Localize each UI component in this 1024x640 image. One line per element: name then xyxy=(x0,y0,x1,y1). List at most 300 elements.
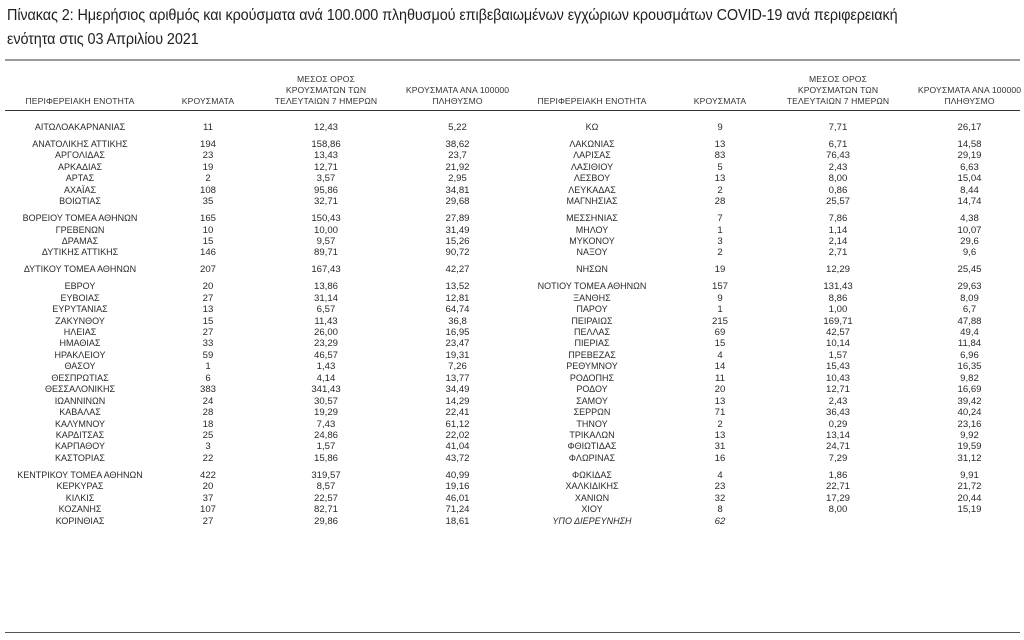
region-cell: ΝΗΣΩΝ xyxy=(576,264,608,275)
per100k-cell: 14,58 xyxy=(957,138,982,150)
avg7-cell: 1,43 xyxy=(316,361,336,373)
avg7-cell: 11,43 xyxy=(314,315,338,327)
avg7-cell: 13,43 xyxy=(313,150,338,162)
cases-cell: 20 xyxy=(714,384,726,396)
cases-cell: 8 xyxy=(717,504,723,516)
cases-cell: 13 xyxy=(714,138,726,150)
per100k-cell: 36,8 xyxy=(448,315,467,327)
region-cell: ΗΡΑΚΛΕΙΟΥ xyxy=(54,349,106,360)
table-row xyxy=(0,481,512,492)
cases-cell: 2 xyxy=(205,173,211,185)
table-row xyxy=(0,281,512,292)
avg7-cell: 0,29 xyxy=(828,418,848,430)
region-cell: ΔΥΤΙΚΗΣ ΑΤΤΙΚΗΣ xyxy=(41,247,119,258)
per100k-cell: 14,29 xyxy=(445,395,470,407)
avg7-cell: 22,57 xyxy=(313,492,338,504)
bottom-rule xyxy=(5,632,1020,633)
cases-cell: 11 xyxy=(715,372,725,384)
avg7-cell: 7,43 xyxy=(316,418,336,430)
avg7-cell: 131,43 xyxy=(823,281,853,293)
table-rows-right xyxy=(512,122,1024,527)
region-cell: ΦΩΚΙΔΑΣ xyxy=(572,469,612,480)
avg7-cell: 95,86 xyxy=(313,184,338,196)
avg7-cell: 0,86 xyxy=(828,184,848,196)
avg7-cell: 19,29 xyxy=(313,407,338,419)
avg7-cell: 1,14 xyxy=(828,224,848,236)
per100k-cell: 23,47 xyxy=(445,338,470,350)
avg7-cell: 150,43 xyxy=(311,213,341,225)
cases-cell: 2 xyxy=(717,184,723,196)
table-row xyxy=(0,139,512,150)
cases-cell: 71 xyxy=(714,407,726,419)
table-row xyxy=(512,281,1024,292)
region-cell: ΑΡΓΟΛΙΔΑΣ xyxy=(55,150,105,161)
region-cell: ΘΑΣΟΥ xyxy=(64,361,96,372)
per100k-cell: 43,72 xyxy=(445,452,470,464)
cases-cell: 83 xyxy=(714,150,726,162)
per100k-cell: 9,92 xyxy=(960,429,979,441)
per100k-cell: 2,95 xyxy=(448,173,467,185)
per100k-cell: 64,74 xyxy=(445,304,470,316)
per100k-cell: 29,68 xyxy=(445,196,470,208)
table-row xyxy=(512,304,1024,315)
cases-cell: 15 xyxy=(202,235,214,247)
table-row xyxy=(512,327,1024,338)
table-row xyxy=(0,350,512,361)
cases-cell: 4 xyxy=(717,349,723,361)
region-cell: ΒΟΙΩΤΙΑΣ xyxy=(59,196,101,207)
cases-cell: 28 xyxy=(714,196,726,208)
per100k-cell: 4,38 xyxy=(960,213,979,225)
per100k-cell: 46,01 xyxy=(445,492,470,504)
cases-cell: 2 xyxy=(717,418,723,430)
avg7-cell: 7,29 xyxy=(828,452,848,464)
table-row xyxy=(0,162,512,173)
cases-cell: 157 xyxy=(711,281,728,293)
table-row xyxy=(512,396,1024,407)
table-row xyxy=(512,407,1024,418)
region-cell: ΚΕΝΤΡΙΚΟΥ ΤΟΜΕΑ ΑΘΗΝΩΝ xyxy=(17,469,143,480)
header-avg7 xyxy=(262,74,390,107)
avg7-cell: 76,43 xyxy=(825,150,850,162)
table-row xyxy=(512,516,1024,527)
cases-cell: 16 xyxy=(714,452,726,464)
region-cell: ΜΑΓΝΗΣΙΑΣ xyxy=(566,196,618,207)
avg7-cell: 3,57 xyxy=(316,173,336,185)
region-cell: ΣΑΜΟΥ xyxy=(576,395,608,406)
table-row xyxy=(512,225,1024,236)
cases-cell: 4 xyxy=(717,469,723,481)
table-row xyxy=(512,213,1024,224)
avg7-cell: 32,71 xyxy=(313,196,338,208)
header-avg7-line2: ΚΡΟΥΣΜΑΤΩΝ ΤΩΝ xyxy=(797,85,879,95)
region-cell: ΧΑΝΙΩΝ xyxy=(574,492,610,503)
avg7-cell: 10,43 xyxy=(825,372,850,384)
region-cell: ΕΥΡΥΤΑΝΙΑΣ xyxy=(52,304,108,315)
region-cell: ΚΑΛΥΜΝΟΥ xyxy=(54,418,106,429)
avg7-cell: 24,86 xyxy=(313,429,338,441)
avg7-cell: 7,71 xyxy=(828,122,848,133)
region-cell: ΜΗΛΟΥ xyxy=(575,224,609,235)
table-row xyxy=(0,441,512,452)
region-cell: ΗΜΑΘΙΑΣ xyxy=(59,338,101,349)
cases-cell: 35 xyxy=(202,196,214,208)
avg7-cell: 36,43 xyxy=(825,407,850,419)
header-avg7-line3: ΤΕΛΕΥΤΑΙΩΝ 7 ΗΜΕΡΩΝ xyxy=(274,96,378,106)
cases-cell: 62 xyxy=(714,515,726,527)
cases-cell: 13 xyxy=(202,304,214,316)
region-cell: ΛΑΚΩΝΙΑΣ xyxy=(569,138,615,149)
per100k-cell: 11,84 xyxy=(957,338,982,350)
region-cell: ΡΟΔΟΠΗΣ xyxy=(569,372,615,383)
table-row xyxy=(512,139,1024,150)
header-cases: ΚΡΟΥΣΜΑΤΑ xyxy=(181,96,235,106)
table-row xyxy=(512,470,1024,481)
header-rule xyxy=(5,110,1020,111)
per100k-cell: 39,42 xyxy=(957,395,982,407)
cases-cell: 3 xyxy=(205,441,211,453)
region-cell: ΚΕΡΚΥΡΑΣ xyxy=(56,481,104,492)
avg7-cell: 89,71 xyxy=(313,247,338,259)
table-row xyxy=(512,264,1024,275)
region-cell: ΚΑΒΑΛΑΣ xyxy=(59,407,101,418)
avg7-cell: 169,71 xyxy=(823,315,853,327)
per100k-cell: 29,63 xyxy=(957,281,982,293)
region-cell: ΘΕΣΣΑΛΟΝΙΚΗΣ xyxy=(44,384,116,395)
avg7-cell: 2,14 xyxy=(828,235,848,247)
cases-cell: 107 xyxy=(199,504,216,516)
header-per100k-line2: ΠΛΗΘΥΣΜΟ xyxy=(944,96,995,106)
cases-cell: 9 xyxy=(717,122,723,133)
avg7-cell: 1,86 xyxy=(828,469,848,481)
header-avg7-line1: ΜΕΣΟΣ ΟΡΟΣ xyxy=(296,74,355,84)
per100k-cell: 26,17 xyxy=(957,122,982,133)
header-per100k-line1: ΚΡΟΥΣΜΑΤΑ ΑΝΑ 100000 xyxy=(405,85,510,95)
table-row xyxy=(0,419,512,430)
per100k-cell: 29,6 xyxy=(960,235,979,247)
avg7-cell: 167,43 xyxy=(311,264,341,276)
region-cell: ΣΕΡΡΩΝ xyxy=(573,407,611,418)
region-cell: ΧΙΟΥ xyxy=(581,504,603,515)
region-cell: ΠΕΙΡΑΙΩΣ xyxy=(571,315,613,326)
per100k-cell: 38,62 xyxy=(445,138,470,150)
cases-cell: 28 xyxy=(202,407,214,419)
avg7-cell: 23,29 xyxy=(313,338,338,350)
avg7-cell: 6,57 xyxy=(316,304,336,316)
avg7-cell: 158,86 xyxy=(311,138,341,150)
avg7-cell: 12,43 xyxy=(313,122,338,133)
region-cell: ΚΑΣΤΟΡΙΑΣ xyxy=(55,452,105,463)
region-cell: ΠΑΡΟΥ xyxy=(576,304,608,315)
table-row xyxy=(0,213,512,224)
avg7-cell: 10,00 xyxy=(313,224,338,236)
avg7-cell: 24,71 xyxy=(825,441,850,453)
avg7-cell: 12,71 xyxy=(313,161,338,173)
cases-cell: 27 xyxy=(202,292,214,304)
per100k-cell: 21,92 xyxy=(445,161,470,173)
cases-cell: 32 xyxy=(714,492,726,504)
region-cell: ΡΟΔΟΥ xyxy=(576,384,608,395)
region-cell: ΑΝΑΤΟΛΙΚΗΣ ΑΤΤΙΚΗΣ xyxy=(32,138,128,149)
table-row xyxy=(0,470,512,481)
avg7-cell: 2,71 xyxy=(828,247,848,259)
avg7-cell: 26,00 xyxy=(313,327,338,338)
avg7-cell: 30,57 xyxy=(313,395,338,407)
cases-cell: 422 xyxy=(199,469,216,481)
avg7-cell: 2,43 xyxy=(828,395,848,407)
cases-cell: 165 xyxy=(199,213,216,225)
avg7-cell: 82,71 xyxy=(313,504,338,516)
region-cell: ΚΟΖΑΝΗΣ xyxy=(58,504,102,515)
table-row xyxy=(512,173,1024,184)
header-region: ΠΕΡΙΦΕΡΕΙΑΚΗ ΕΝΟΤΗΤΑ xyxy=(25,96,135,106)
cases-cell: 59 xyxy=(202,349,214,361)
region-cell: ΑΙΤΩΛΟΑΚΑΡΝΑΝΙΑΣ xyxy=(34,122,126,132)
region-cell: ΠΕΛΛΑΣ xyxy=(573,327,611,337)
cases-cell: 20 xyxy=(202,281,214,293)
region-cell: ΦΛΩΡΙΝΑΣ xyxy=(568,452,616,463)
region-cell: ΡΕΘΥΜΝΟΥ xyxy=(566,361,618,372)
region-cell: ΝΑΞΟΥ xyxy=(576,247,608,258)
table-row xyxy=(0,173,512,184)
per100k-cell: 49,4 xyxy=(960,327,979,338)
header-avg7-line2: ΚΡΟΥΣΜΑΤΩΝ ΤΩΝ xyxy=(285,85,367,95)
table-row xyxy=(512,247,1024,258)
avg7-cell: 42,57 xyxy=(825,327,850,338)
region-cell: ΚΟΡΙΝΘΙΑΣ xyxy=(55,515,105,526)
per100k-cell: 31,49 xyxy=(445,224,470,236)
avg7-cell: 7,86 xyxy=(828,213,848,225)
per100k-cell: 8,09 xyxy=(960,292,979,304)
per100k-cell: 71,24 xyxy=(445,504,470,516)
cases-cell: 20 xyxy=(202,481,214,493)
per100k-cell: 20,44 xyxy=(957,492,982,504)
cases-cell: 13 xyxy=(714,173,726,185)
table-row xyxy=(0,264,512,275)
cases-cell: 383 xyxy=(199,384,216,396)
table-row xyxy=(0,236,512,247)
table-row xyxy=(512,122,1024,133)
region-cell: ΗΛΕΙΑΣ xyxy=(63,327,97,337)
avg7-cell: 9,57 xyxy=(316,235,336,247)
cases-cell: 19 xyxy=(714,264,726,276)
header-avg7-line3: ΤΕΛΕΥΤΑΙΩΝ 7 ΗΜΕΡΩΝ xyxy=(786,96,890,106)
per100k-cell: 12,81 xyxy=(445,292,470,304)
top-rule xyxy=(5,59,1020,61)
cases-cell: 194 xyxy=(199,138,216,150)
avg7-cell: 8,86 xyxy=(828,292,848,304)
per100k-cell: 34,49 xyxy=(445,384,470,396)
region-cell: ΚΑΡΔΙΤΣΑΣ xyxy=(55,429,105,440)
table-row xyxy=(0,316,512,327)
per100k-cell: 23,7 xyxy=(448,150,467,162)
region-cell: ΕΒΡΟΥ xyxy=(64,281,96,292)
cases-cell: 6 xyxy=(205,372,211,384)
cases-cell: 13 xyxy=(714,429,726,441)
per100k-cell: 61,12 xyxy=(445,418,470,430)
table-row xyxy=(512,361,1024,372)
region-cell: ΥΠΟ ΔΙΕΡΕΥΝΗΣΗ xyxy=(552,515,632,526)
per100k-cell: 13,52 xyxy=(445,281,470,293)
region-cell: ΞΑΝΘΗΣ xyxy=(573,292,611,303)
table-row xyxy=(0,396,512,407)
region-cell: ΠΡΕΒΕΖΑΣ xyxy=(568,349,616,360)
table-row xyxy=(0,504,512,515)
region-cell: ΑΡΚΑΔΙΑΣ xyxy=(57,161,103,172)
table-row xyxy=(0,373,512,384)
avg7-cell: 341,43 xyxy=(311,384,341,396)
per100k-cell: 6,96 xyxy=(960,349,979,361)
cases-cell: 24 xyxy=(202,395,214,407)
region-cell: ΝΟΤΙΟΥ ΤΟΜΕΑ ΑΘΗΝΩΝ xyxy=(537,281,647,292)
region-cell: ΚΑΡΠΑΘΟΥ xyxy=(54,441,106,452)
region-cell: ΤΗΝΟΥ xyxy=(576,418,608,429)
per100k-cell: 41,04 xyxy=(445,441,470,453)
per100k-cell: 8,44 xyxy=(960,184,979,196)
region-cell: ΜΕΣΣΗΝΙΑΣ xyxy=(566,213,618,224)
per100k-cell: 21,72 xyxy=(957,481,982,493)
table-row xyxy=(0,493,512,504)
per100k-cell: 27,89 xyxy=(445,213,470,225)
avg7-cell: 1,57 xyxy=(828,349,848,361)
per100k-cell: 9,6 xyxy=(962,247,977,259)
per100k-cell: 40,24 xyxy=(957,407,982,419)
per100k-cell: 10,07 xyxy=(957,224,982,236)
avg7-cell: 31,14 xyxy=(313,292,338,304)
table-row xyxy=(512,419,1024,430)
avg7-cell: 29,86 xyxy=(313,515,338,527)
table-row xyxy=(0,430,512,441)
region-cell: ΚΩ xyxy=(585,122,599,132)
header-per100k xyxy=(907,85,1024,107)
per100k-cell: 9,82 xyxy=(960,372,979,384)
region-cell: ΛΑΣΙΘΙΟΥ xyxy=(570,161,614,172)
cases-cell: 22 xyxy=(202,452,214,464)
region-cell: ΘΕΣΠΡΩΤΙΑΣ xyxy=(51,372,109,383)
per100k-cell: 22,02 xyxy=(445,429,470,441)
table-row xyxy=(0,384,512,395)
region-cell: ΑΡΤΑΣ xyxy=(65,173,95,184)
header-per100k-line2: ΠΛΗΘΥΣΜΟ xyxy=(432,96,483,106)
table-row xyxy=(512,316,1024,327)
per100k-cell: 25,45 xyxy=(957,264,982,276)
cases-cell: 15 xyxy=(714,338,726,350)
cases-cell: 27 xyxy=(202,515,214,527)
cases-cell: 146 xyxy=(199,247,216,259)
table-row xyxy=(0,304,512,315)
cases-cell: 1 xyxy=(205,361,211,373)
region-cell: ΛΕΣΒΟΥ xyxy=(573,173,611,184)
avg7-cell: 6,71 xyxy=(828,138,848,150)
per100k-cell: 13,77 xyxy=(445,372,470,384)
table-row xyxy=(512,384,1024,395)
cases-cell: 15 xyxy=(202,315,214,327)
table-row xyxy=(0,247,512,258)
avg7-cell: 17,29 xyxy=(825,492,850,504)
per100k-cell: 16,35 xyxy=(957,361,982,373)
table-row xyxy=(0,338,512,349)
header-cases: ΚΡΟΥΣΜΑΤΑ xyxy=(693,96,747,106)
cases-cell: 37 xyxy=(202,492,214,504)
table-row xyxy=(512,293,1024,304)
cases-cell: 18 xyxy=(202,418,214,430)
avg7-cell: 15,43 xyxy=(825,361,850,373)
avg7-cell: 12,29 xyxy=(825,264,850,276)
cases-cell: 19 xyxy=(202,161,214,173)
cases-cell: 33 xyxy=(202,338,214,350)
per100k-cell: 34,81 xyxy=(445,184,470,196)
header-per100k xyxy=(395,85,520,107)
region-cell: ΑΧΑΪΑΣ xyxy=(63,184,97,195)
per100k-cell: 7,26 xyxy=(448,361,467,373)
table-row xyxy=(512,196,1024,207)
per100k-cell: 16,95 xyxy=(445,327,470,338)
avg7-cell: 46,57 xyxy=(313,349,338,361)
per100k-cell: 40,99 xyxy=(445,469,470,481)
avg7-cell: 8,00 xyxy=(828,504,848,516)
table-row xyxy=(0,196,512,207)
table-row xyxy=(512,350,1024,361)
per100k-cell: 6,7 xyxy=(962,304,977,316)
per100k-cell: 14,74 xyxy=(957,196,982,208)
table-row xyxy=(512,338,1024,349)
table-row xyxy=(0,327,512,338)
table-caption: Πίνακας 2: Ημερήσιος αριθμός και κρούσματα ανά 100.000 πληθυσμού επιβεβαιωμένων εγχώριων κρουσμάτων COVID-19 ανά περιφερειακή ενότητα στις 03 Απριλίου 2021 xyxy=(7,7,898,48)
table-row xyxy=(512,236,1024,247)
avg7-cell: 22,71 xyxy=(825,481,850,493)
header-avg7 xyxy=(774,74,902,107)
cases-cell: 25 xyxy=(202,429,214,441)
table-row xyxy=(512,504,1024,515)
cases-cell: 69 xyxy=(714,327,726,338)
region-cell: ΖΑΚΥΝΘΟΥ xyxy=(55,315,105,326)
table-row xyxy=(512,453,1024,464)
table-row xyxy=(512,150,1024,161)
table-row xyxy=(512,430,1024,441)
per100k-cell: 6,63 xyxy=(960,161,979,173)
table-rows-left xyxy=(0,122,512,527)
per100k-cell: 23,16 xyxy=(957,418,982,430)
table-row xyxy=(512,493,1024,504)
table-row xyxy=(0,122,512,133)
avg7-cell: 1,57 xyxy=(316,441,336,453)
per100k-cell: 29,19 xyxy=(957,150,982,162)
region-cell: ΜΥΚΟΝΟΥ xyxy=(569,235,615,246)
table-row xyxy=(512,481,1024,492)
cases-cell: 9 xyxy=(717,292,723,304)
table-row xyxy=(0,361,512,372)
per100k-cell: 22,41 xyxy=(445,407,470,419)
per100k-cell: 18,61 xyxy=(445,515,470,527)
cases-cell: 108 xyxy=(199,184,216,196)
cases-cell: 1 xyxy=(717,224,723,236)
avg7-cell: 1,00 xyxy=(828,304,848,316)
header-per100k-line1: ΚΡΟΥΣΜΑΤΑ ΑΝΑ 100000 xyxy=(917,85,1022,95)
region-cell: ΧΑΛΚΙΔΙΚΗΣ xyxy=(565,481,619,492)
header-region: ΠΕΡΙΦΕΡΕΙΑΚΗ ΕΝΟΤΗΤΑ xyxy=(537,96,647,106)
avg7-cell: 4,14 xyxy=(316,372,336,384)
cases-cell: 11 xyxy=(203,122,213,133)
cases-cell: 23 xyxy=(714,481,726,493)
header-avg7-line1: ΜΕΣΟΣ ΟΡΟΣ xyxy=(808,74,867,84)
cases-cell: 1 xyxy=(717,304,723,316)
region-cell: ΤΡΙΚΑΛΩΝ xyxy=(569,429,615,440)
region-cell: ΠΙΕΡΙΑΣ xyxy=(574,338,610,349)
avg7-cell: 8,00 xyxy=(828,173,848,185)
cases-cell: 7 xyxy=(717,213,723,225)
region-cell: ΚΙΛΚΙΣ xyxy=(65,492,95,503)
cases-cell: 215 xyxy=(711,315,728,327)
